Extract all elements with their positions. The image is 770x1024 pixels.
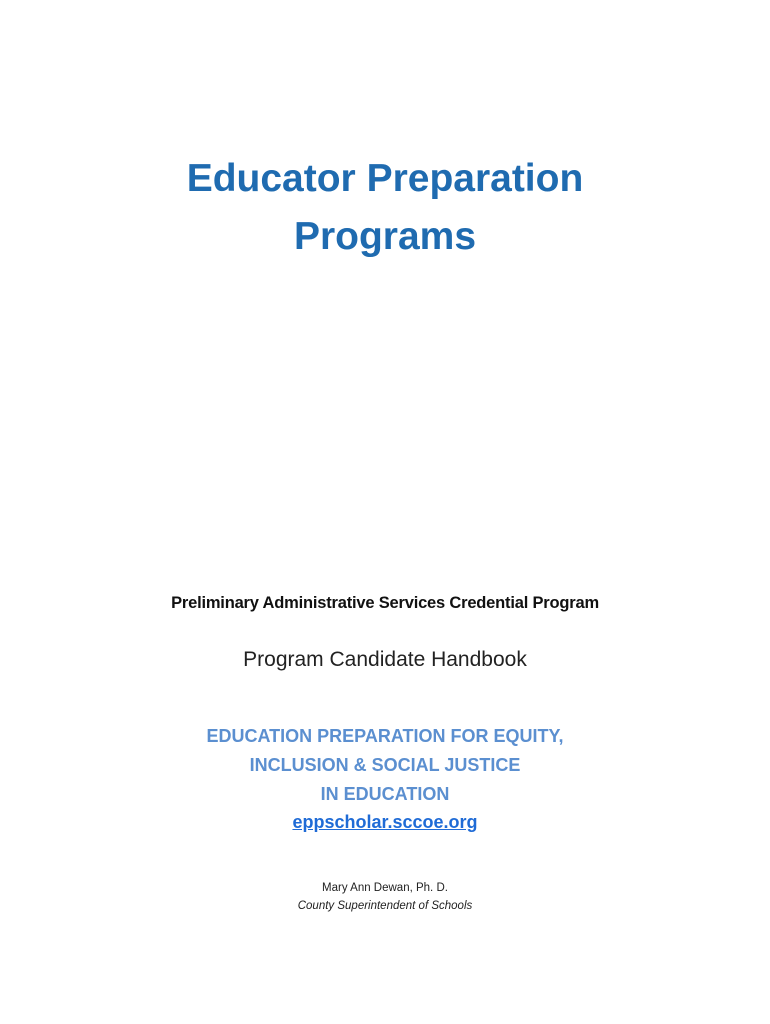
motto-line: IN EDUCATION: [320, 784, 450, 804]
document-title: [0, 150, 770, 266]
motto-line: EDUCATION PREPARATION FOR EQUITY,: [206, 726, 564, 746]
signer-role: County Superintendent of Schools: [297, 900, 473, 912]
program-name: Preliminary Administrative Services Credential Program: [171, 594, 599, 612]
motto-line: INCLUSION & SOCIAL JUSTICE: [249, 755, 521, 775]
document-title-line: Programs: [293, 215, 477, 258]
document-title-line: Educator Preparation: [186, 157, 584, 200]
website-link[interactable]: eppscholar.sccoe.org: [292, 812, 478, 832]
motto: [0, 722, 770, 809]
handbook-title: Program Candidate Handbook: [243, 648, 527, 671]
signer-name: Mary Ann Dewan, Ph. D.: [322, 882, 448, 894]
website-line: [0, 808, 770, 837]
